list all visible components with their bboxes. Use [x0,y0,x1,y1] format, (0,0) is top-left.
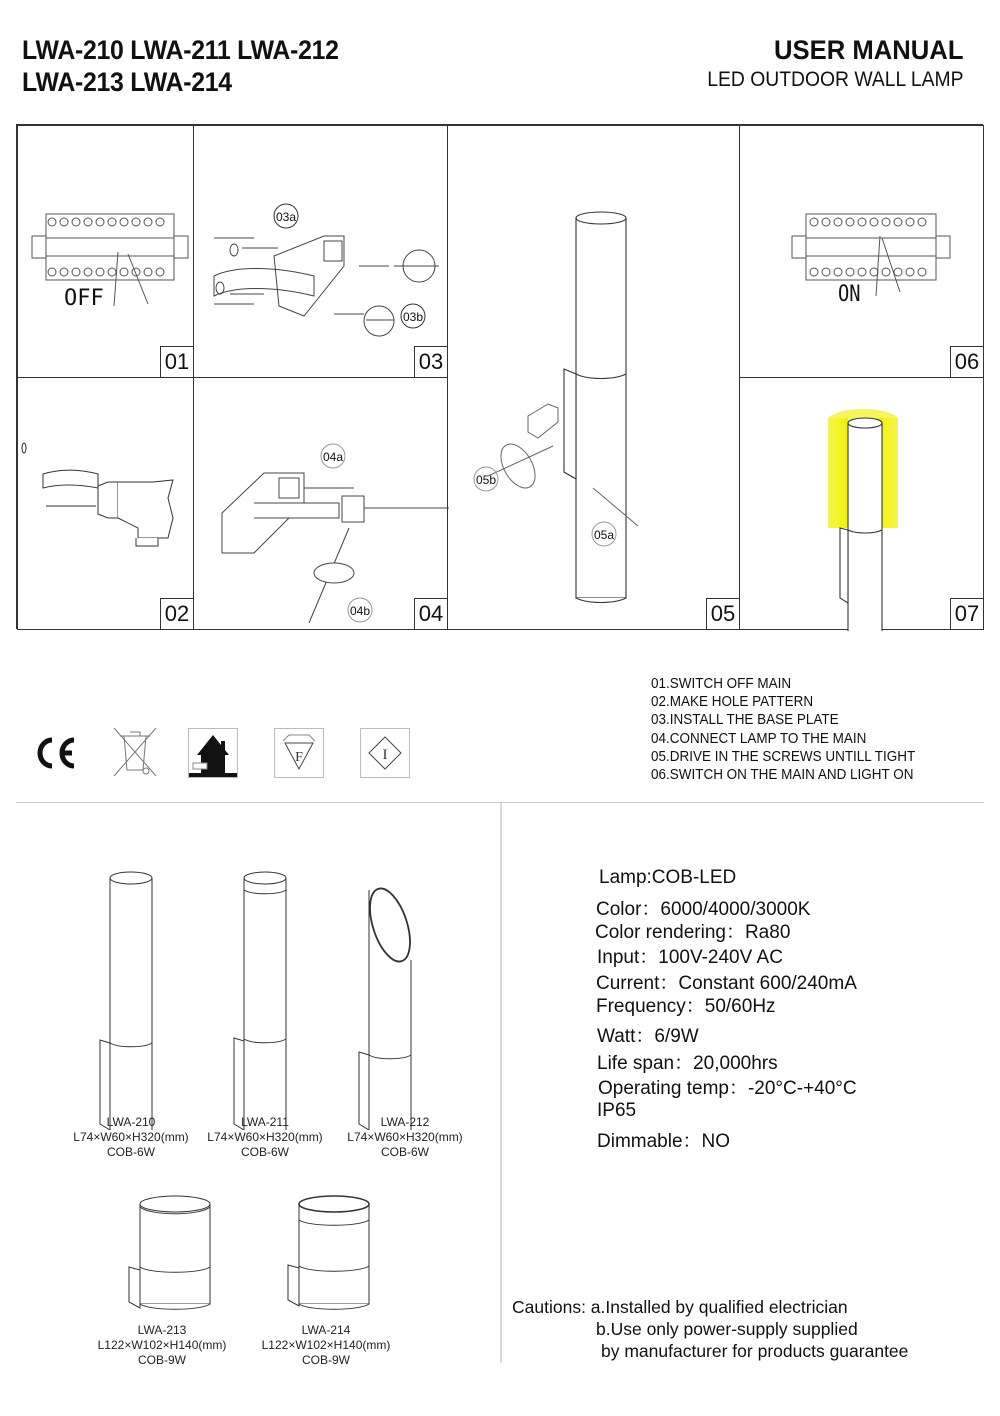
spec-color-rendering: Color rendering：Ra80 [595,922,791,943]
step-number: 05 [706,598,739,629]
caution-line-b-cont: by manufacturer for products guarantee [601,1341,909,1361]
panel-step-06 [739,125,984,378]
product-power: COB-6W [107,1145,155,1159]
document-title: USER MANUAL [773,35,963,65]
spec-lamp: Lamp:COB-LED [599,867,737,888]
panel-step-07 [739,377,984,630]
product-model: LWA-214 [301,1323,351,1337]
cautions [512,1296,908,1362]
weee-bin-icon [110,724,160,780]
models-line-1: LWA-210 LWA-211 LWA-212 [22,35,339,65]
step-item: 04.CONNECT LAMP TO THE MAIN [651,730,867,747]
product-power: COB-9W [302,1353,350,1367]
product-model: LWA-212 [380,1115,430,1129]
panel-step-04 [193,377,448,630]
product-dimensions: L74×W60×H320(mm) [347,1130,463,1144]
product-dimensions: L74×W60×H320(mm) [73,1130,189,1144]
product-card-lwa-210 [71,1115,191,1160]
product-dimensions: L74×W60×H320(mm) [207,1130,323,1144]
product-model: LWA-210 [106,1115,156,1129]
product-model: LWA-211 [241,1115,289,1129]
spec-operating-temp: Operating temp：-20°C-+40°C [598,1078,857,1099]
class-i-icon [360,728,410,778]
step-item: 05.DRIVE IN THE SCREWS UNTILL TIGHT [651,748,916,765]
installation-steps-list [651,675,915,784]
breaker-off-illustration [18,126,195,379]
document-subtitle: LED OUTDOOR WALL LAMP [706,68,963,91]
spec-watt: Watt：6/9W [597,1026,699,1047]
step-number: 03 [414,346,447,377]
product-dimensions: L122×W102×H140(mm) [97,1338,227,1352]
callout-05b: 05b [475,473,497,487]
spec-dimmable: Dimmable：NO [597,1131,731,1152]
svg-text:I: I [382,747,388,763]
installation-diagram [16,124,983,629]
product-power: COB-6W [381,1145,429,1159]
on-label: ON [837,282,861,307]
base-plate-install-illustration [194,126,449,379]
f-mark-icon [274,728,324,778]
spec-frequency: Frequency：50/60Hz [596,996,776,1017]
spec-input: Input：100V-240V AC [597,947,783,968]
ce-mark-icon [34,728,84,778]
step-number: 02 [160,598,193,629]
step-item: 06.SWITCH ON THE MAIN AND LIGHT ON [651,767,914,784]
caution-line-b: b.Use only power-supply supplied [596,1319,858,1339]
products-tall-illustration [0,840,500,1130]
panel-step-05 [447,125,740,630]
product-card-lwa-211 [205,1115,325,1160]
product-power: COB-6W [241,1145,289,1159]
model-list [22,34,339,98]
panel-step-02 [17,377,194,630]
document-title-block [685,34,964,94]
callout-03b: 03b [402,310,424,324]
panel-step-01 [17,125,194,378]
svg-text:F: F [295,750,303,765]
spec-current: Current：Constant 600/240mA [596,973,857,994]
lamp-lit-illustration [740,378,985,631]
breaker-on-illustration [740,126,985,379]
step-number: 07 [950,598,983,629]
product-dimensions: L122×W102×H140(mm) [261,1338,391,1352]
step-number: 01 [160,346,193,377]
product-card-lwa-213 [92,1323,232,1368]
callout-03a: 03a [275,210,297,224]
lamp-mount-illustration [448,126,741,631]
product-power: COB-9W [138,1353,186,1367]
spec-life-span: Life span：20,000hrs [597,1053,778,1074]
product-model: LWA-213 [137,1323,187,1337]
step-item: 01.SWITCH OFF MAIN [651,676,792,692]
step-number: 04 [414,598,447,629]
off-label: OFF [64,286,104,311]
step-item: 02.MAKE HOLE PATTERN [651,694,814,711]
step-item: 03.INSTALL THE BASE PLATE [651,712,839,729]
wiring-illustration [194,378,449,631]
product-card-lwa-214 [256,1323,396,1368]
callout-04a: 04a [322,450,344,464]
models-line-2: LWA-213 LWA-214 [22,67,232,97]
callout-04b: 04b [349,604,371,618]
spec-color: Color：6000/4000/3000K [596,899,811,920]
callout-05a: 05a [593,528,615,542]
product-card-lwa-212 [345,1115,465,1160]
panel-step-03 [193,125,448,378]
spec-ip-rating: IP65 [597,1100,637,1121]
drill-hole-illustration [18,378,195,631]
column-divider [500,803,502,1363]
caution-line-a: Cautions: a.Installed by qualified electrician [512,1297,848,1317]
indoor-house-icon [188,728,238,778]
step-number: 06 [950,346,983,377]
products-short-illustration [100,1190,440,1310]
